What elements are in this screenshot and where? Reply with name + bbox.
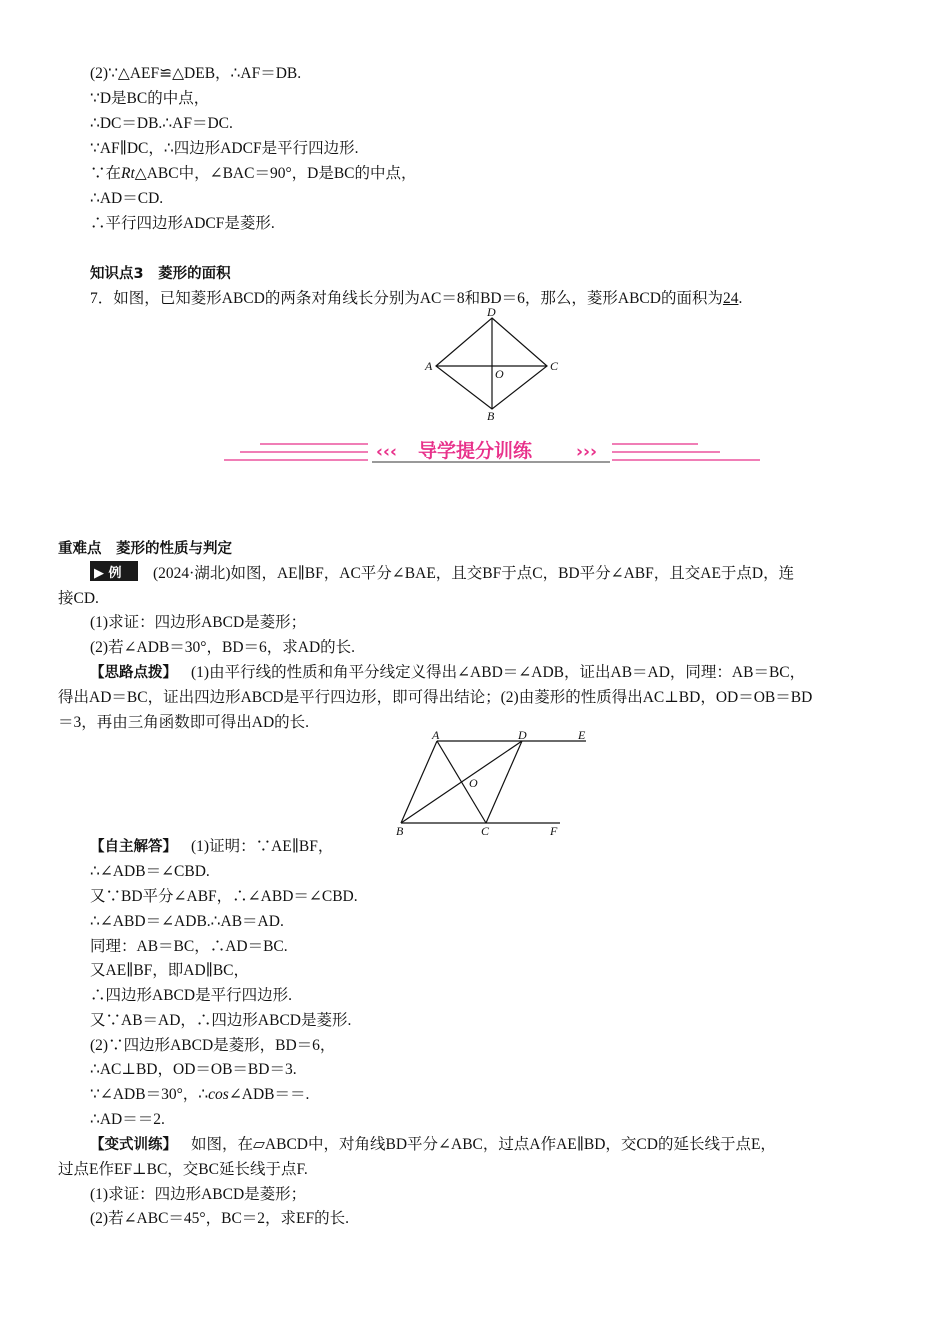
example-q2: (2)若∠ADB＝30°，BD＝6，求AD的长.	[90, 639, 356, 656]
hint-line-2: 得出AD＝BC，证出四边形ABCD是平行四边形，即可得出结论；(2)由菱形的性质得出AC⊥BD，OD＝OB＝BD	[58, 689, 813, 706]
banner-title: 导学提分训练	[418, 440, 533, 462]
solution-line	[90, 1085, 309, 1105]
text-line: ∵D是BC的中点，	[90, 90, 210, 107]
example-figure	[390, 728, 595, 838]
solution-line: 又∵BD平分∠ABF，∴∠ABD＝∠CBD.	[90, 888, 358, 905]
variant-q2: (2)若∠ABC＝45°，BC＝2，求EF的长.	[90, 1210, 350, 1227]
banner-left-arrows: ‹‹‹	[376, 442, 398, 462]
solution-line: ∴∠ADB＝∠CBD.	[90, 863, 210, 880]
label-c: C	[481, 824, 490, 838]
solution-line: 同理：AB＝BC，∴AD＝BC.	[90, 938, 288, 955]
text-line: ∵在Rt△ABC中，∠BAC＝90°，D是BC的中点，	[90, 165, 417, 182]
question-7-text: 7．如图，已知菱形ABCD的两条对角线长分别为AC＝8和BD＝6，那么，菱形ABCD的面积为	[90, 290, 723, 307]
label-e: E	[578, 728, 586, 742]
question-7-answer: 24	[722, 290, 739, 307]
text-line: ∴DC＝DB.∴AF＝DC.	[90, 115, 233, 132]
rhombus-figure	[420, 304, 570, 424]
variant-line-1	[90, 1135, 776, 1155]
solution-line: ∴AD＝＝2.	[90, 1111, 165, 1128]
label-d: D	[487, 305, 496, 319]
label-a: A	[432, 728, 440, 742]
label-c: C	[550, 359, 559, 373]
example-text-cont: 接CD.	[58, 590, 99, 607]
variant-label: 【变式训练】	[90, 1137, 177, 1153]
example-badge-text: ▶ 例	[94, 566, 122, 581]
variant-line-2: 过点E作EF⊥BC，交BC延长线于点F.	[58, 1161, 308, 1178]
example-text: (2024·湖北)如图，AE∥BF，AC平分∠BAE，且交BF于点C，BD平分∠ABF，且交AE于点D，连	[153, 565, 795, 582]
hint-text-1: (1)由平行线的性质和角平分线定义得出∠ABD＝∠ADB，证出AB＝AD，同理：AB＝BC，	[191, 664, 806, 681]
solution-line: ∴四边形ABCD是平行四边形.	[90, 987, 292, 1004]
banner-right-arrows: ›››	[576, 442, 598, 462]
label-d: D	[518, 728, 527, 742]
question-7	[90, 289, 742, 309]
text-line: (2)∵△AEF≌△DEB，∴AF＝DB.	[90, 65, 302, 82]
solution-label: 【自主解答】	[90, 839, 177, 855]
solution-line: 又AE∥BF，即AD∥BC，	[90, 962, 250, 979]
label-o: O	[469, 776, 478, 790]
label-b: B	[487, 409, 495, 423]
variant-q1: (1)求证：四边形ABCD是菱形；	[90, 1186, 307, 1203]
solution-line: 又∵AB＝AD，∴四边形ABCD是菱形.	[90, 1012, 352, 1029]
section-heading: 知识点3 菱形的面积	[90, 266, 231, 282]
example-q1: (1)求证：四边形ABCD是菱形；	[90, 614, 307, 631]
solution-line: ∴AC⊥BD，OD＝OB＝BD＝3.	[90, 1061, 297, 1078]
hint-label: 【思路点拨】	[90, 665, 177, 681]
variant-text-1: 如图，在▱ABCD中，对角线BD平分∠ABC，过点A作AE∥BD，交CD的延长线于点E，	[191, 1136, 776, 1153]
solution-line: ∴∠ABD＝∠ADB.∴AB＝AD.	[90, 913, 284, 930]
solution-line: (2)∵四边形ABCD是菱形，BD＝6，	[90, 1037, 336, 1054]
label-o: O	[495, 367, 504, 381]
section-heading: 重难点 菱形的性质与判定	[58, 541, 232, 557]
hint-line-1	[90, 663, 805, 683]
label-b: B	[396, 824, 404, 838]
hint-line-3: ＝3，再由三角函数即可得出AD的长.	[58, 714, 310, 731]
solution-cos-post: ∠ADB＝＝.	[228, 1086, 310, 1103]
rt-italic: Rt	[121, 165, 135, 182]
text-line: ∴平行四边形ADCF是菱形.	[90, 215, 275, 232]
question-7-end: .	[738, 290, 743, 307]
solution-line	[90, 837, 333, 857]
solution-first: (1)证明：∵AE∥BF，	[191, 838, 334, 855]
text-line: ∴AD＝CD.	[90, 190, 164, 207]
section-banner	[220, 432, 765, 470]
label-a: A	[425, 359, 433, 373]
solution-cos-word: cos	[208, 1086, 229, 1103]
example-badge	[90, 561, 138, 581]
label-f: F	[550, 824, 558, 838]
solution-cos-pre: ∵∠ADB＝30°，∴	[90, 1086, 209, 1103]
text-line: ∵AF∥DC，∴四边形ADCF是平行四边形.	[90, 140, 359, 157]
